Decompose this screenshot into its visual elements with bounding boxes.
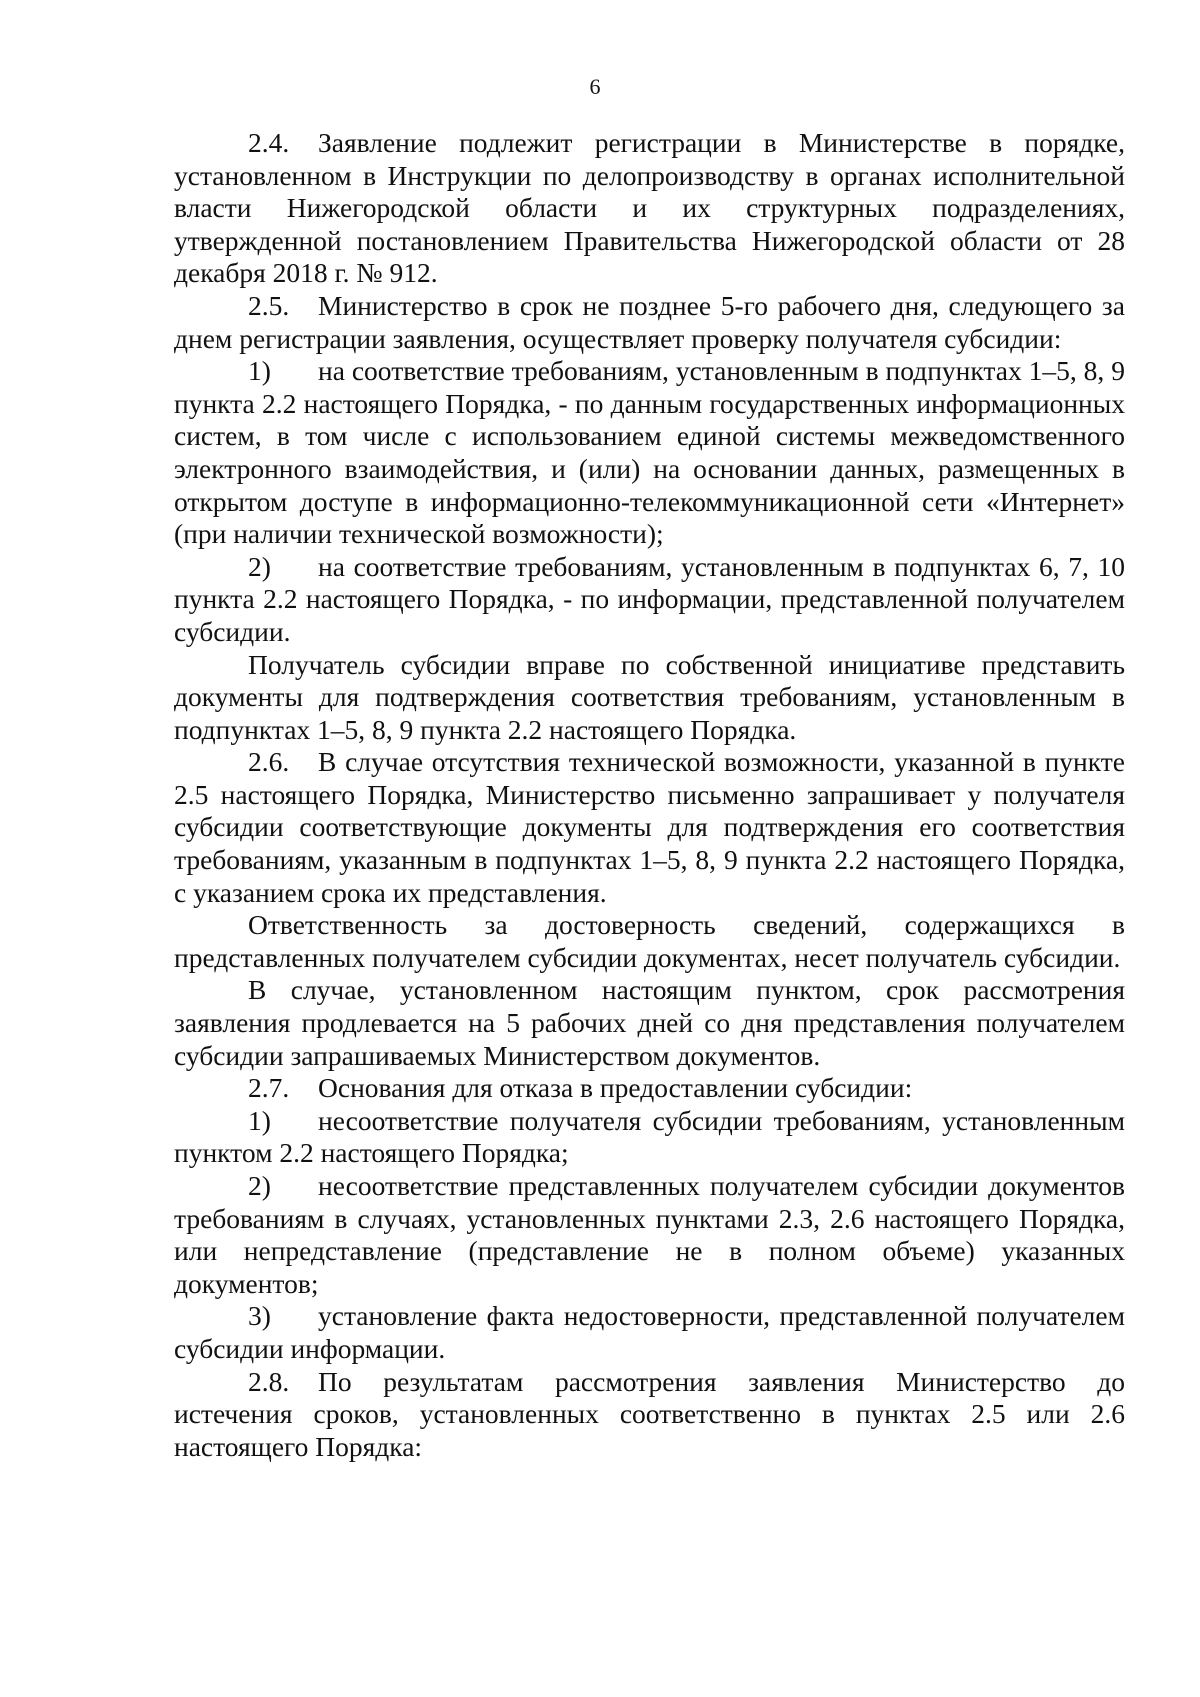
paragraph-2-5 [174, 290, 1125, 355]
paragraph-text: В случае отсутствия технической возможности, указанной в пункте 2.5 настоящего Порядка, Министерство письменно запрашивает у получателя субсидии соответствующие документы для подтверждения его соответствия требованиям, указанным в подпунктах 1–5, 8, 9 пункта 2.2 настоящего Порядка, с указанием срока их представления. [174, 746, 1125, 908]
paragraph-text: на соответствие требованиям, установленным в подпунктах 6, 7, 10 пункта 2.2 настоящего Порядка, - по информации, представленной получателем субсидии. [174, 550, 1125, 647]
paragraph-2-7-sub-1 [174, 1105, 1125, 1170]
paragraph-2-7 [174, 1072, 1125, 1105]
paragraph-text: Получатель субсидии вправе по собственной инициативе представить документы для подтверждения соответствия требованиям, установленным в подпунктах 1–5, 8, 9 пункта 2.2 настоящего Порядка. [174, 648, 1125, 745]
item-number: 2.7. [248, 1072, 290, 1104]
paragraph-2-5-sub-1 [174, 355, 1125, 551]
paragraph-text: Министерство в срок не позднее 5-го рабочего дня, следующего за днем регистрации заявления, осуществляет проверку получателя субсидии: [174, 289, 1125, 354]
paragraph-text: на соответствие требованиям, установленным в подпунктах 1–5, 8, 9 пункта 2.2 настоящего Порядка, - по данным государственных информационных систем, в том числе с использованием единой системы межведомственного электронного взаимодействия, и (или) на основании данных, размещенных в открытом доступе в информационно-телекоммуникационной сети «Интернет» (при наличии технической возможности); [174, 355, 1125, 550]
paragraph-2-6 [174, 746, 1125, 909]
paragraph-text: Заявление подлежит регистрации в Министерстве в порядке, установленном в Инструкции по делопроизводству в органах исполнительной власти Нижегородской области и их структурных подразделениях, утвержденной постановлением Правительства Нижегородской области от 28 декабря 2018 г. № 912. [174, 127, 1125, 289]
paragraph-2-6-term [174, 974, 1125, 1072]
paragraph-text: Ответственность за достоверность сведений, содержащихся в представленных получателем субсидии документах, несет получатель субсидии. [174, 909, 1125, 973]
item-number: 3) [248, 1300, 271, 1332]
paragraph-text: установление факта недостоверности, представленной получателем субсидии информации. [174, 1300, 1125, 1364]
paragraph-text: В случае, установленном настоящим пунктом, срок рассмотрения заявления продлевается на 5 рабочих дней со дня представления получателем субсидии запрашиваемых Министерством документов. [174, 974, 1125, 1071]
item-number: 2) [248, 550, 271, 582]
item-number: 2.6. [248, 746, 290, 778]
paragraph-text: Основания для отказа в предоставлении субсидии: [318, 1072, 913, 1104]
item-number: 2) [248, 1170, 271, 1201]
item-number: 2.4. [248, 127, 290, 158]
paragraph-2-8 [174, 1366, 1125, 1464]
item-number: 2.5. [248, 289, 290, 321]
paragraph-2-6-responsibility [174, 909, 1125, 974]
paragraph-2-5-sub-2 [174, 551, 1125, 649]
paragraph-2-5-note [174, 649, 1125, 747]
item-number: 2.8. [248, 1365, 290, 1397]
paragraph-2-4 [174, 127, 1125, 290]
item-number: 1) [248, 1104, 271, 1136]
page-number: 6 [589, 74, 601, 99]
document-body [174, 127, 1125, 1463]
item-number: 1) [248, 355, 271, 387]
paragraph-text: несоответствие представленных получателем субсидии документов требованиям в случаях, установленных пунктами 2.3, 2.6 настоящего Порядка, или непредставление (представление не в полном объеме) указанных документов; [174, 1170, 1125, 1299]
paragraph-2-7-sub-2 [174, 1170, 1125, 1300]
paragraph-2-7-sub-3 [174, 1300, 1125, 1365]
paragraph-text: несоответствие получателя субсидии требованиям, установленным пунктом 2.2 настоящего Порядка; [174, 1104, 1125, 1169]
paragraph-text: По результатам рассмотрения заявления Министерство до истечения сроков, установленных соответственно в пунктах 2.5 или 2.6 настоящего Порядка: [174, 1365, 1125, 1462]
